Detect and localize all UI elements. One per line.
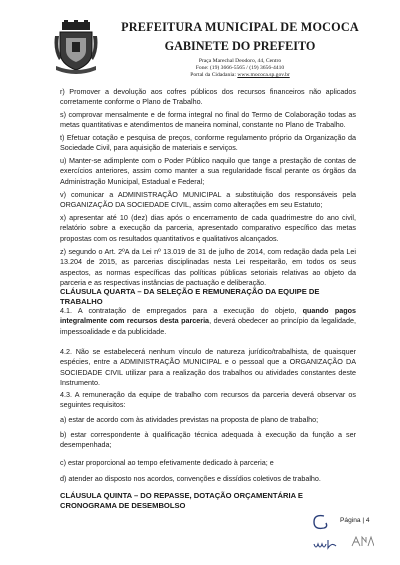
address-block [150, 58, 330, 79]
requirement-c: c) estar proporcional ao tempo efetivamente dedicado à parceria; e [60, 458, 274, 467]
portal-line [150, 72, 330, 79]
paragraph-4-1 [60, 306, 356, 337]
handwritten-initial-3 [350, 534, 374, 548]
p41-bold: quando pagos integralmente com recursos desta parceria [60, 306, 356, 326]
item-x: x) apresentar até 10 (dez) dias após o encerramento de cada quadrimestre do ano civil, relatório sobre a execução da parceria, apresentado comparativo específico das metas propostas com os resultados quantitativos e qualitativos alcançados. [60, 213, 356, 243]
requirement-b: b) estar correspondente à qualificação técnica adequada à execução da função a ser desempenhada; [60, 430, 356, 450]
gabinete-title: GABINETE DO PREFEITO [164, 39, 316, 53]
item-v: v) comunicar a ADMINISTRAÇÃO MUNICIPAL a substituição dos responsáveis pela ORGANIZAÇÃO DA SOCIEDADE CIVIL, assim como alterações em seu Estatuto; [60, 190, 356, 210]
item-s: s) comprovar mensalmente e de forma integral no final do Termo de Colaboração todas as metas quantitativas e atendimentos de maneira nominal, constante no Plano de Trabalho. [60, 110, 356, 130]
requirement-a: a) estar de acordo com às atividades previstas na proposta de plano de trabalho; [60, 415, 319, 424]
p41-text-a: 4.1. A contratação de empregados para a execução do objeto, [60, 306, 303, 315]
address-line: Praça Marechal Deodoro, 44, Centro [198, 58, 282, 64]
portal-label: Portal da Cidadania: [190, 72, 238, 78]
portal-link[interactable]: www.mococa.sp.gov.br [237, 72, 290, 78]
page-number: Página | 4 [340, 517, 370, 524]
handwritten-initial-1 [308, 512, 332, 534]
item-r: r) Promover a devolução aos cofres públicos dos recursos financeiros não aplicados corretamente conforme o Plano de Trabalho. [60, 87, 356, 107]
item-u: u) Manter-se adimplente com o Poder Público naquilo que tange a prestação de contas de exercícios anteriores, assim como manter a sua regularidade fiscal perante os órgãos da Administração Municipal, Estadual e Federal; [60, 156, 356, 186]
clause5-heading: CLÁUSULA QUINTA – DO REPASSE, DOTAÇÃO ORÇAMENTÁRIA E CRONOGRAMA DE DESEMBOLSO [60, 491, 304, 510]
p41-text-b: , deverá obedecer ao princípio da legalidade, impessoalidade e da publicidade. [60, 316, 356, 336]
letterhead [0, 0, 400, 86]
paragraph-4-2: 4.2. Não se estabelecerá nenhum vínculo de natureza jurídico/trabalhista, de quaisquer espécies, entre a ADMINISTRAÇÃO MUNICIPAL e o pessoal que a ORGANIZAÇÃO DA SOCIEDADE CIVIL utilizar para a realização dos trabalhos ou atividades constantes deste Instrumento. [60, 347, 356, 388]
handwritten-initial-2 [312, 536, 338, 552]
paragraph-4-3: 4.3. A remuneração da equipe de trabalho com recursos da parceria deverá observar os seguintes requisitos: [60, 390, 356, 410]
item-z: z) segundo o Art. 2ºA da Lei nº 13.019 de 31 de julho de 2014, com redação dada pela Lei 13.204 de 2015, as parcerias disciplinadas nesta Lei respeitarão, em todos os seus aspectos, as normas específicas das políticas públicas setoriais relativas ao objeto da parceria e as respectivas instâncias de pactuação e deliberação. [60, 247, 356, 288]
prefeitura-title: PREFEITURA MUNICIPAL DE MOCOCA [121, 20, 359, 34]
coat-of-arms-icon [54, 20, 98, 74]
phone-line: Fone: (19) 3666-5565 / (19) 3656-4410 [195, 65, 285, 71]
requirement-d: d) atender ao disposto nos acordos, convenções e dissídios coletivos de trabalho. [60, 474, 321, 483]
clause4-heading: CLÁUSULA QUARTA – DA SELEÇÃO E REMUNERAÇÃO DA EQUIPE DE TRABALHO [60, 287, 320, 306]
item-t: t) Efetuar cotação e pesquisa de preços, conforme regulamento próprio da Organização da Sociedade Civil, para aquisição de materiais e serviços. [60, 133, 356, 153]
